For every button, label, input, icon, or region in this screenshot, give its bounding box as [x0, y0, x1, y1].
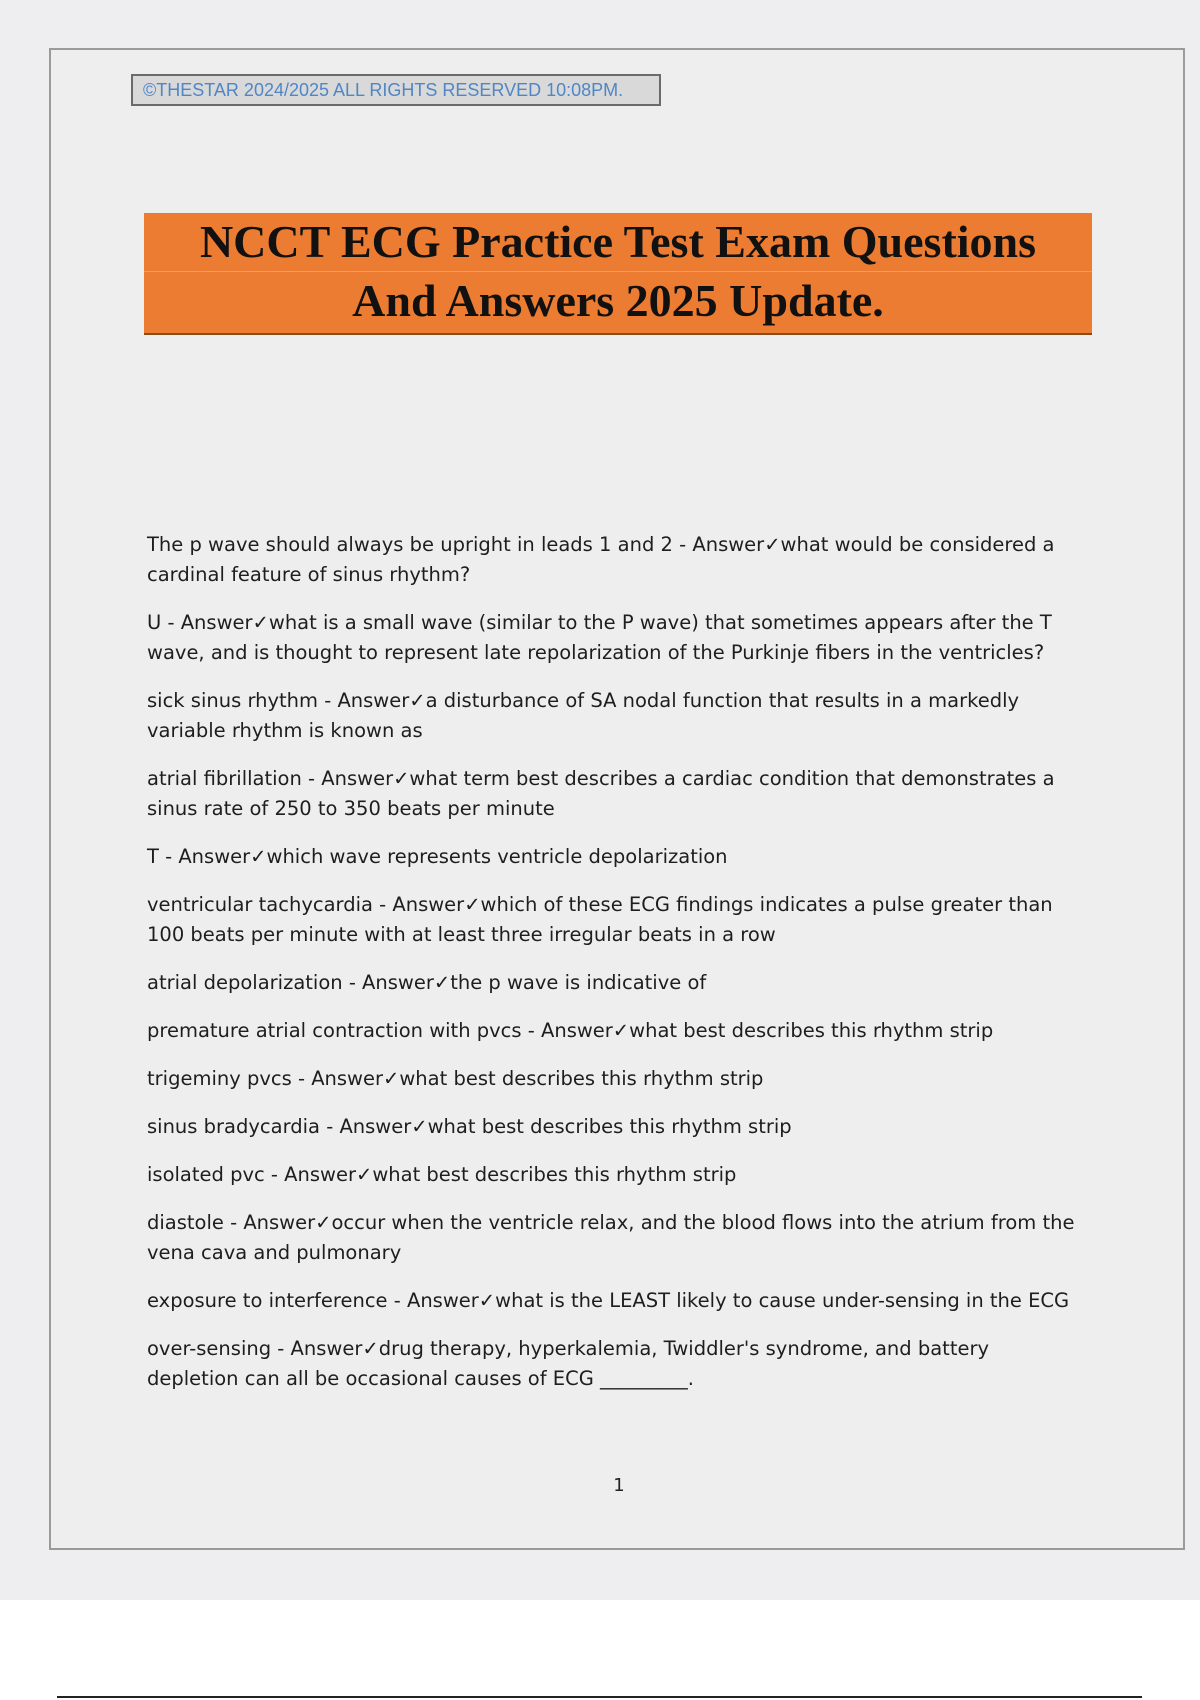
qa-item [147, 530, 1147, 590]
title-banner [144, 213, 1092, 335]
qa-line: atrial fibrillation - Answer✓what term best describes a cardiac condition that demonstrates a [147, 767, 1055, 790]
qa-item [147, 686, 1147, 746]
qa-line: ventricular tachycardia - Answer✓which of these ECG findings indicates a pulse greater than [147, 893, 1053, 916]
qa-item [147, 968, 1147, 998]
qa-line: variable rhythm is known as [147, 719, 423, 742]
qa-item [147, 890, 1147, 950]
qa-item [147, 764, 1147, 824]
qa-item [147, 1160, 1147, 1190]
qa-line: over-sensing - Answer✓drug therapy, hyperkalemia, Twiddler's syndrome, and battery [147, 1337, 990, 1360]
qa-line: isolated pvc - Answer✓what best describes this rhythm strip [147, 1163, 737, 1186]
qa-line: vena cava and pulmonary [147, 1241, 402, 1264]
qa-item [147, 1208, 1147, 1268]
qa-line: trigeminy pvcs - Answer✓what best describes this rhythm strip [147, 1067, 764, 1090]
qa-line: depletion can all be occasional causes of ECG _________. [147, 1367, 694, 1390]
qa-line: cardinal feature of sinus rhythm? [147, 563, 471, 586]
qa-line: exposure to interference - Answer✓what is the LEAST likely to cause under-sensing in the ECG [147, 1289, 1070, 1312]
qa-line: atrial depolarization - Answer✓the p wave is indicative of [147, 971, 707, 994]
copyright-watermark: ©THESTAR 2024/2025 ALL RIGHTS RESERVED 10:08PM. [131, 74, 661, 106]
qa-item [147, 1112, 1147, 1142]
document-page [49, 48, 1185, 1550]
qa-item [147, 842, 1147, 872]
title-line-1: NCCT ECG Practice Test Exam Questions [144, 213, 1092, 272]
qa-item [147, 1286, 1147, 1316]
qa-list [147, 530, 1147, 1412]
qa-line: 100 beats per minute with at least three irregular beats in a row [147, 923, 776, 946]
qa-line: sinus rate of 250 to 350 beats per minute [147, 797, 555, 820]
qa-item [147, 1016, 1147, 1046]
qa-item [147, 1334, 1147, 1394]
qa-item [147, 1064, 1147, 1094]
bottom-divider [57, 1696, 1142, 1698]
page-number: 1 [613, 1475, 625, 1496]
qa-line: sick sinus rhythm - Answer✓a disturbance of SA nodal function that results in a markedly [147, 689, 1020, 712]
qa-line: sinus bradycardia - Answer✓what best describes this rhythm strip [147, 1115, 792, 1138]
qa-line: The p wave should always be upright in leads 1 and 2 - Answer✓what would be considered a [147, 533, 1055, 556]
qa-line: U - Answer✓what is a small wave (similar to the P wave) that sometimes appears after the T [147, 611, 1052, 634]
qa-line: wave, and is thought to represent late repolarization of the Purkinje fibers in the ventricles? [147, 641, 1045, 664]
qa-line: premature atrial contraction with pvcs - Answer✓what best describes this rhythm strip [147, 1019, 994, 1042]
qa-item [147, 608, 1147, 668]
qa-line: T - Answer✓which wave represents ventricle depolarization [147, 845, 728, 868]
qa-line: diastole - Answer✓occur when the ventricle relax, and the blood flows into the atrium from the [147, 1211, 1075, 1234]
title-line-2: And Answers 2025 Update. [352, 275, 884, 326]
